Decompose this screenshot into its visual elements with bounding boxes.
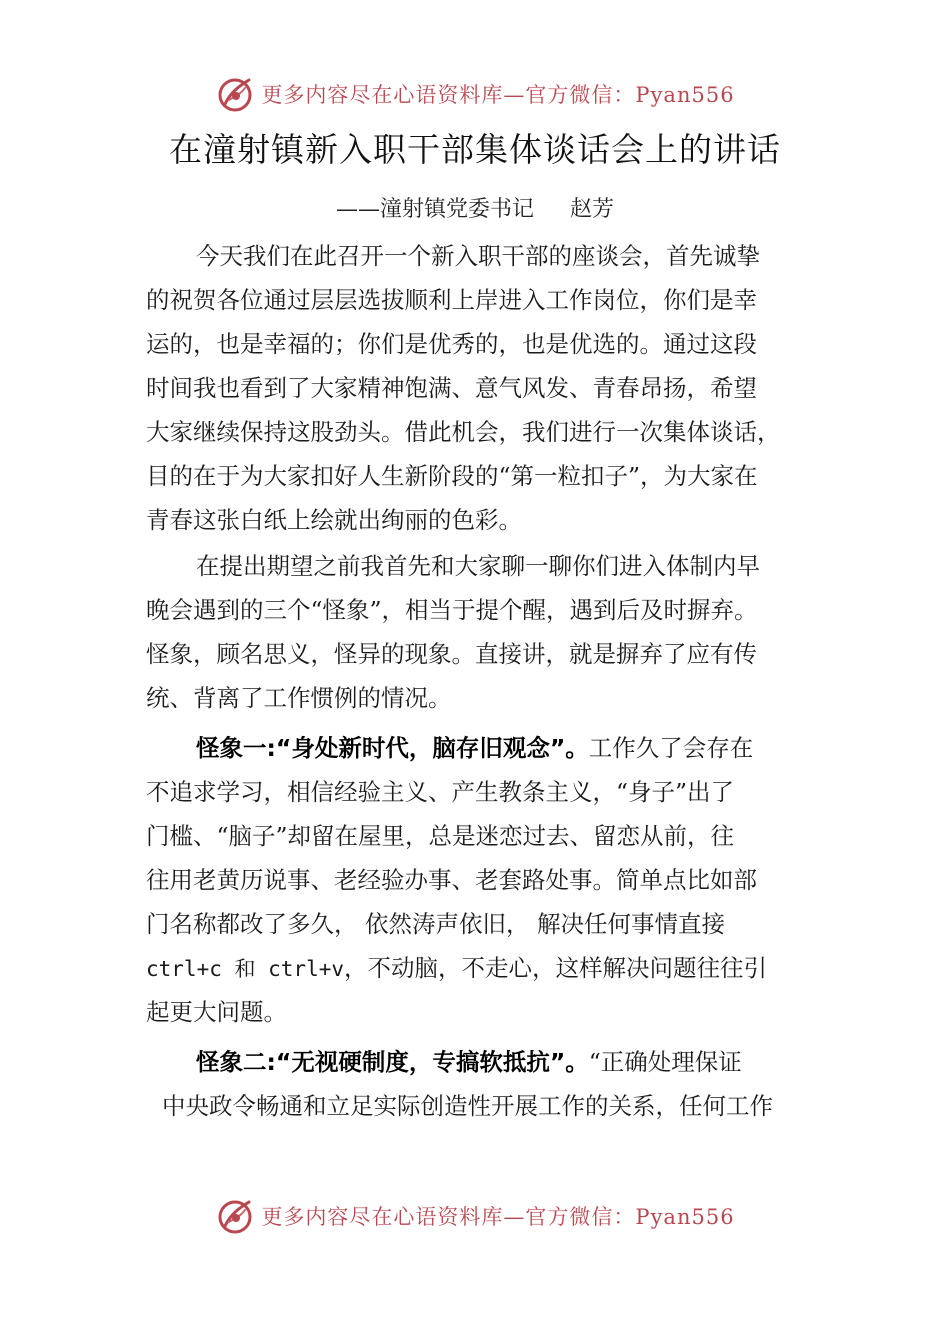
paragraph-line: 怪象，顾名思义，怪异的现象。直接讲，就是摒弃了应有传 xyxy=(146,640,757,668)
paragraph-line: 时间我也看到了大家精神饱满、意气风发、青春昂扬，希望 xyxy=(146,374,757,402)
paragraph-text: “正确处理保证 xyxy=(588,1048,742,1076)
watermark-banner-bottom xyxy=(0,1194,950,1238)
paragraph-line: 在提出期望之前我首先和大家聊一聊你们进入体制内早 xyxy=(196,552,760,580)
paragraph-line: 往用老黄历说事、老经验办事、老套路处事。简单点比如部 xyxy=(146,866,757,894)
section-heading-1: 怪象一:“身处新时代，脑存旧观念”。 xyxy=(196,734,589,762)
paragraph-line xyxy=(146,952,810,984)
paragraph-line xyxy=(196,1046,810,1078)
red-circular-logo-icon xyxy=(215,1196,255,1236)
paragraph-line: 起更大问题。 xyxy=(146,998,287,1026)
paragraph-line: 青春这张白纸上绘就出绚丽的色彩。 xyxy=(146,506,522,534)
author-role: ——潼射镇党委书记 xyxy=(335,197,534,222)
paragraph-text: 工作久了会存在 xyxy=(588,734,754,762)
author-line xyxy=(0,192,950,223)
author-name: 赵芳 xyxy=(570,197,615,222)
paragraph-line: 目的在于为大家扣好人生新阶段的“第一粒扣子”，为大家在 xyxy=(146,462,758,490)
paragraph-line xyxy=(196,732,810,764)
paragraph-line: 门名称都改了多久， 依然涛声依旧， 解决任何事情直接 xyxy=(146,910,725,938)
paragraph-line: 今天我们在此召开一个新入职干部的座谈会，首先诚挚 xyxy=(196,242,760,270)
paragraph-line: 中央政令畅通和立足实际创造性开展工作的关系，任何工作 xyxy=(162,1092,773,1120)
watermark-text: 更多内容尽在心语资料库—官方微信：Pyan556 xyxy=(261,1205,735,1229)
paragraph-line: 统、背离了工作惯例的情况。 xyxy=(146,684,452,712)
watermark-text: 更多内容尽在心语资料库—官方微信：Pyan556 xyxy=(261,83,735,107)
section-heading-2: 怪象二:“无视硬制度，专搞软抵抗”。 xyxy=(196,1048,589,1076)
red-circular-logo-icon xyxy=(215,74,255,114)
paragraph-line: 晚会遇到的三个“怪象”，相当于提个醒，遇到后及时摒弃。 xyxy=(146,596,758,624)
paragraph-line: 大家继续保持这股劲头。借此机会，我们进行一次集体谈话， xyxy=(146,418,781,446)
paragraph-line: 的祝贺各位通过层层选拔顺利上岸进入工作岗位，你们是幸 xyxy=(146,286,757,314)
watermark-banner-top xyxy=(0,72,950,116)
paragraph-line: 不追求学习，相信经验主义、产生教条主义，“身子”出了 xyxy=(146,778,735,806)
paragraph-line: 门槛、“脑子”却留在屋里，总是迷恋过去、留恋从前，往 xyxy=(146,822,735,850)
paragraph-text: ，不动脑，不走心，这样解决问题往往引 xyxy=(344,954,768,982)
paragraph-line: 运的，也是幸福的；你们是优秀的，也是优选的。通过这段 xyxy=(146,330,757,358)
shortcut-text: ctrl+c 和 ctrl+v xyxy=(146,957,345,981)
document-title: 在潼射镇新入职干部集体谈话会上的讲话 xyxy=(169,130,781,169)
